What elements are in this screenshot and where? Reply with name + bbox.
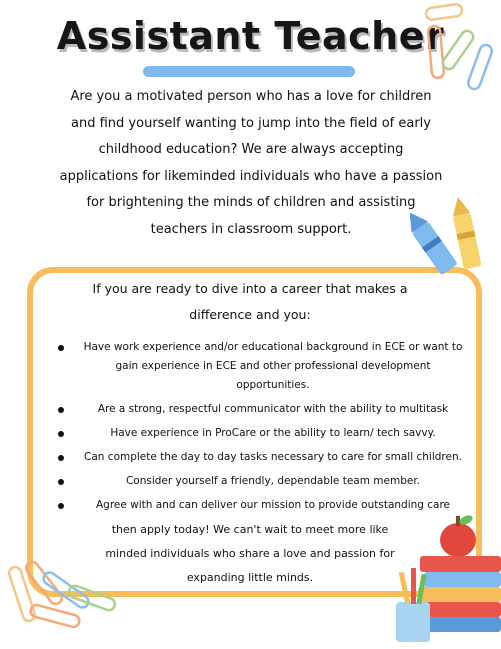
requirements-lead-line: difference and you: (189, 307, 311, 322)
closing-line: then apply today! We can't wait to meet more like (111, 523, 389, 536)
intro-line: applications for likeminded individuals who have a passion (59, 168, 443, 184)
requirement-item: Agree with and can deliver our mission to provide outstanding care (58, 496, 468, 515)
closing-line: minded individuals who share a love and passion for (105, 547, 395, 560)
intro-paragraph (52, 84, 450, 243)
intro-line: and find yourself wanting to jump into the field of early (71, 115, 431, 131)
crayons-icon (410, 192, 490, 284)
intro-line: for brightening the minds of children and assisting (86, 195, 416, 210)
requirements-lead (80, 276, 420, 328)
requirement-item: Have work experience and/or educational background in ECE or want to gain experience in ECE and other professional development opportunities. (58, 338, 468, 395)
paperclips-top-right-icon (418, 2, 501, 102)
page-title: Assistant Teacher (56, 14, 445, 58)
books-apple-pencil-cup-icon (384, 510, 501, 649)
requirement-item: Can complete the day to day tasks necessary to care for small children. (58, 448, 468, 467)
title-underline (143, 66, 355, 77)
requirements-list (58, 338, 468, 520)
requirement-item: Have experience in ProCare or the ability to learn/ tech savvy. (58, 424, 468, 443)
intro-line: teachers in classroom support. (150, 221, 352, 237)
requirement-item: Consider yourself a friendly, dependable team member. (58, 472, 468, 491)
requirements-lead-line: If you are ready to dive into a career that makes a (92, 281, 408, 296)
intro-line: childhood education? We are always accepting (98, 142, 404, 157)
requirement-item: Are a strong, respectful communicator with the ability to multitask (58, 400, 468, 419)
intro-line: Are you a motivated person who has a love for children (70, 89, 432, 104)
closing-line: expanding little minds. (186, 571, 314, 584)
paperclips-bottom-left-icon (8, 556, 138, 646)
